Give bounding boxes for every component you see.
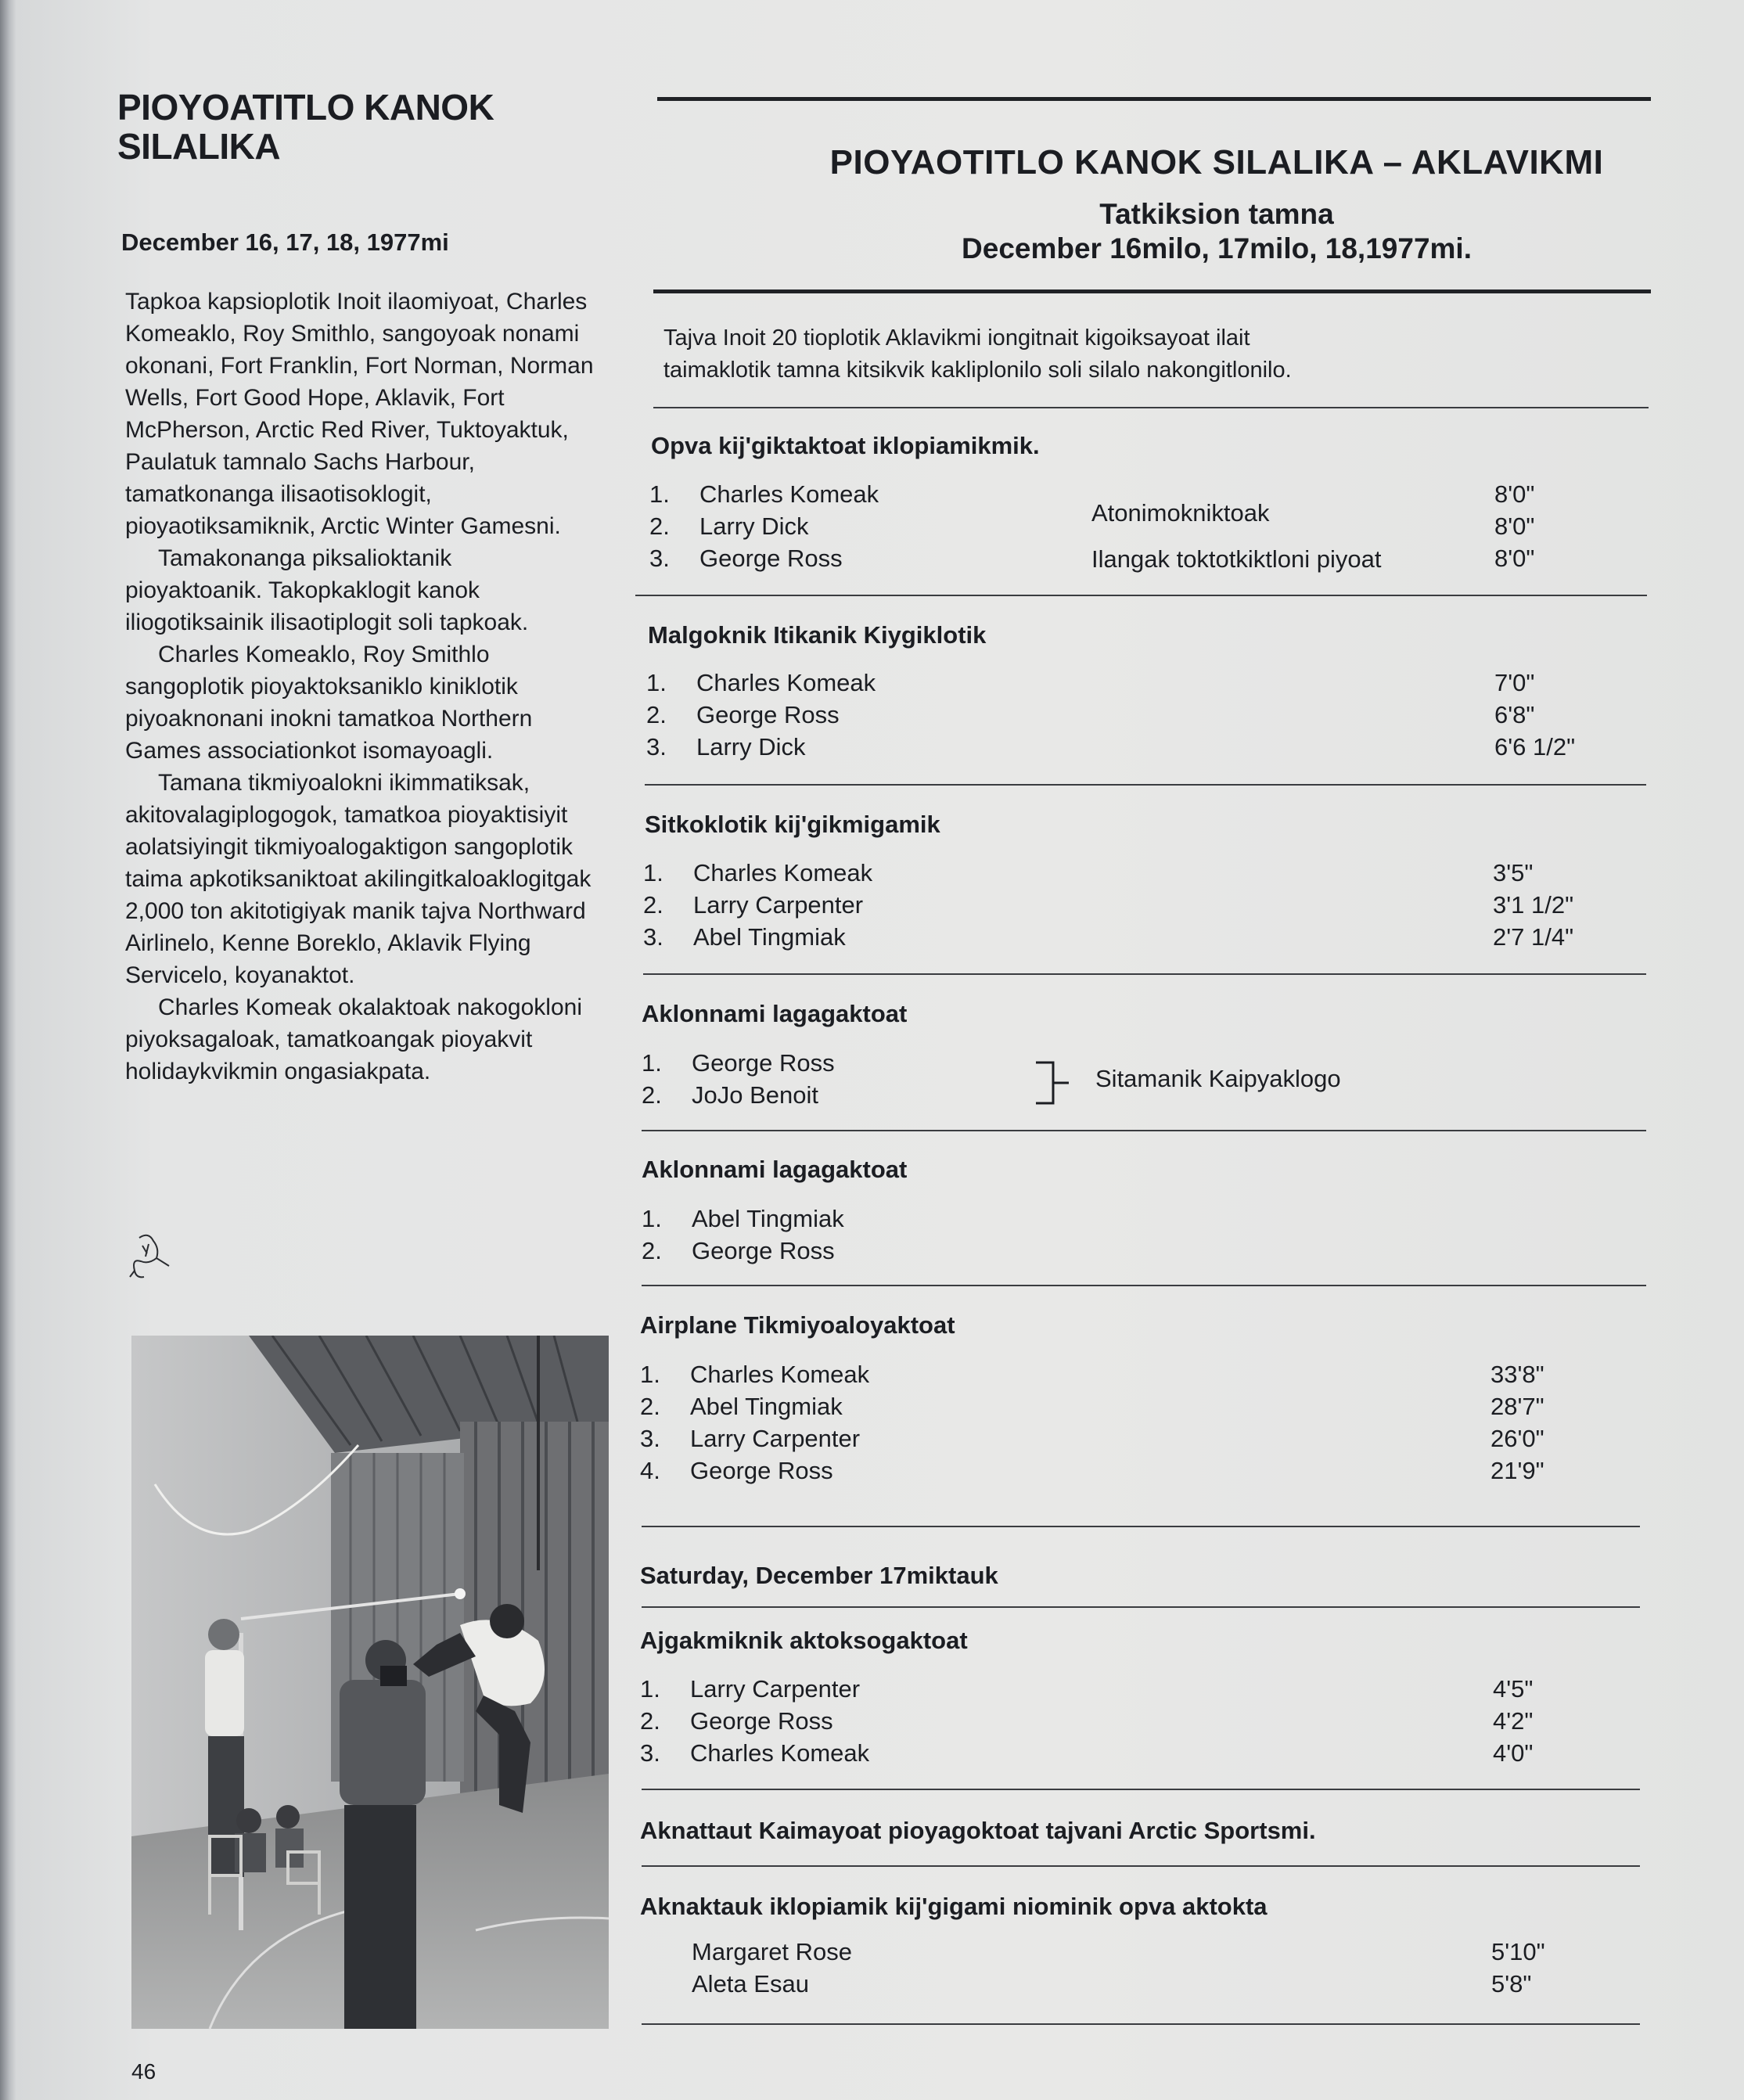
result-entry (643, 859, 872, 887)
entry-name: Charles Komeak (699, 480, 879, 508)
entry-rank: 2. (642, 1081, 662, 1109)
entry-name: George Ross (692, 1049, 835, 1077)
entry-name: Margaret Rose (692, 1938, 853, 1965)
entry-name: George Ross (696, 701, 840, 728)
intro-line-1: Tajva Inoit 20 tioplotik Aklavikmi iongitnait kigoiksayoat ilait (663, 325, 1250, 351)
event-note: Ilangak toktotkiktloni piyoat (1091, 545, 1382, 573)
entry-rank: 3. (643, 923, 663, 951)
result-value: 8'0" (1494, 545, 1535, 572)
result-entry (640, 1675, 860, 1703)
event-heading: Malgoknik Itikanik Kiygiklotik (648, 621, 987, 649)
entry-rank: 2. (642, 1237, 662, 1264)
result-value: 8'0" (1494, 480, 1535, 508)
entry-rank: 1. (649, 480, 670, 508)
result-entry (692, 1970, 809, 1998)
result-entry (646, 701, 840, 729)
body-paragraph: Tamakonanga piksalioktanik pioyaktoanik. Takopkaklogit kanok iliogotiksainik ilisaotiplogit soli tapkoak. (125, 545, 529, 635)
result-value: 4'0" (1493, 1739, 1534, 1767)
results-subtitle (657, 197, 1744, 266)
result-entry (640, 1361, 869, 1389)
section-divider (642, 1526, 1640, 1527)
result-value: 5'8" (1491, 1970, 1532, 1998)
result-entry (642, 1081, 818, 1109)
result-value: 6'8" (1494, 701, 1535, 728)
entry-name: Larry Dick (696, 733, 806, 761)
intro-line-2: taimaklotik tamna kitsikvik kakliplonilo soli silalo nakongitlonilo. (663, 358, 1292, 383)
page-number: 46 (131, 2059, 156, 2084)
entry-rank: 1. (640, 1361, 660, 1388)
result-entry (640, 1393, 843, 1421)
result-entry (643, 923, 846, 951)
entry-rank: 2. (643, 891, 663, 919)
result-value: 3'1 1/2" (1493, 891, 1574, 919)
entry-rank: 1. (642, 1049, 662, 1077)
entry-rank: 1. (646, 669, 667, 696)
entry-name: George Ross (690, 1707, 833, 1735)
result-entry (640, 1425, 860, 1453)
result-value: 3'5" (1493, 859, 1534, 886)
entry-rank: 2. (640, 1707, 660, 1735)
book-spine (0, 0, 16, 2100)
section-divider (642, 1789, 1640, 1790)
event-heading: Aklonnami lagagaktoat (642, 1156, 908, 1183)
gym-photo-illustration (131, 1336, 609, 2029)
entry-rank: 1. (640, 1675, 660, 1703)
section-divider (643, 973, 1646, 975)
entry-name: Larry Carpenter (690, 1425, 861, 1452)
results-title: PIOYAOTITLO KANOK SILALIKA – AKLAVIKMI (829, 143, 1604, 182)
event-note: Atonimokniktoak (1091, 499, 1270, 527)
section-divider (653, 407, 1649, 408)
section-divider (642, 2023, 1640, 2025)
entry-rank: 3. (649, 545, 670, 572)
subtitle-line-1: Tatkiksion tamna (1099, 198, 1334, 230)
entry-name: Larry Dick (699, 512, 809, 540)
subtitle-line-2: December 16milo, 17milo, 18,1977mi. (962, 232, 1472, 264)
entry-rank: 2. (646, 701, 667, 728)
section-divider (635, 595, 1647, 596)
result-value: 5'10" (1491, 1938, 1545, 1965)
event-heading: Sitkoklotik kij'gikmigamik (645, 811, 940, 838)
result-entry (640, 1739, 869, 1767)
body-paragraph: Charles Komeak okalaktoak nakogokloni piyoksagaloak, tamatkoangak pioyakvit holidaykvikmin ongasiakpata. (125, 994, 582, 1084)
event-heading: Opva kij'giktaktoat iklopiamikmik. (651, 432, 1040, 459)
day-heading: Saturday, December 17miktauk (640, 1562, 998, 1589)
entry-name: Larry Carpenter (690, 1675, 861, 1703)
event-heading: Aknattaut Kaimayoat pioyagoktoat tajvani Arctic Sportsmi. (640, 1817, 1316, 1844)
entry-rank: 2. (649, 512, 670, 540)
event-note: Sitamanik Kaipyaklogo (1095, 1065, 1341, 1092)
entry-rank: 3. (640, 1425, 660, 1452)
result-entry (649, 545, 843, 573)
entry-rank: 3. (640, 1739, 660, 1767)
body-paragraph: Charles Komeaklo, Roy Smithlo sangoplotik pioyaktoksaniklo kiniklotik piyoaknonani inokni tamatkoa Northern Games associationkot isomayoagli. (125, 642, 533, 764)
left-article-body (125, 286, 595, 1088)
left-article-title (117, 88, 587, 166)
left-title-line-1: PIOYOATITLO KANOK (117, 87, 494, 128)
entry-rank: 3. (646, 733, 667, 761)
entry-name: Abel Tingmiak (693, 923, 846, 951)
result-value: 28'7" (1490, 1393, 1544, 1420)
entry-rank: 4. (640, 1457, 660, 1484)
body-paragraph: Tapkoa kapsioplotik Inoit ilaomiyoat, Charles Komeaklo, Roy Smithlo, sangoyoak nonami okonani, Fort Franklin, Fort Norman, Norman Wells, Fort Good Hope, Aklavik, Fort McPherson, Arctic Red River, Tuktoyaktuk, Paulatuk tamnalo Sachs Harbour, tamatkonanga ilisaotisoklogit, pioyaotiksamiknik, Arctic Winter Gamesni. (125, 289, 594, 539)
entry-name: George Ross (692, 1237, 835, 1264)
entry-rank: 1. (642, 1205, 662, 1232)
entry-name: Abel Tingmiak (690, 1393, 843, 1420)
section-divider (642, 1285, 1646, 1286)
result-entry (642, 1049, 835, 1077)
entry-name: George Ross (699, 545, 843, 572)
result-value: 8'0" (1494, 512, 1535, 540)
entry-name: George Ross (690, 1457, 833, 1484)
result-entry (640, 1457, 833, 1485)
section-divider (642, 1606, 1640, 1608)
result-value: 6'6 1/2" (1494, 733, 1576, 761)
event-heading: Airplane Tikmiyoaloyaktoat (640, 1311, 955, 1339)
entry-name: JoJo Benoit (692, 1081, 818, 1109)
event-heading: Aknaktauk iklopiamik kij'gigami niominik opva aktokta (640, 1893, 1268, 1920)
gym-photo (131, 1336, 609, 2029)
result-value: 4'2" (1493, 1707, 1534, 1735)
entry-name: Larry Carpenter (693, 891, 864, 919)
result-entry (649, 512, 809, 541)
subtitle-rule (653, 289, 1651, 293)
result-entry (642, 1205, 844, 1233)
event-heading: Aklonnami lagagaktoat (642, 1000, 908, 1027)
result-entry (646, 733, 806, 761)
result-value: 2'7 1/4" (1493, 923, 1574, 951)
result-value: 7'0" (1494, 669, 1535, 696)
result-entry (642, 1237, 835, 1265)
result-entry (643, 891, 863, 919)
result-value: 21'9" (1490, 1457, 1544, 1484)
results-intro (663, 322, 1634, 387)
result-entry (692, 1938, 852, 1966)
left-title-line-2: SILALIKA (117, 126, 281, 167)
hand-drawn-sketch-icon (125, 1230, 175, 1285)
entry-name: Aleta Esau (692, 1970, 809, 1998)
result-value: 33'8" (1490, 1361, 1544, 1388)
event-heading: Ajgakmiknik aktoksogaktoat (640, 1627, 968, 1654)
section-divider (642, 1130, 1646, 1131)
result-entry (646, 669, 876, 697)
result-value: 4'5" (1493, 1675, 1534, 1703)
entry-name: Charles Komeak (690, 1361, 870, 1388)
top-rule (657, 97, 1651, 101)
section-divider (642, 1865, 1640, 1867)
entry-name: Abel Tingmiak (692, 1205, 844, 1232)
entry-name: Charles Komeak (693, 859, 873, 886)
entry-rank: 2. (640, 1393, 660, 1420)
result-value: 26'0" (1490, 1425, 1544, 1452)
entry-rank: 1. (643, 859, 663, 886)
entry-name: Charles Komeak (696, 669, 876, 696)
result-entry (649, 480, 879, 509)
entry-name: Charles Komeak (690, 1739, 870, 1767)
left-article-date: December 16, 17, 18, 1977mi (121, 228, 449, 256)
result-entry (640, 1707, 833, 1735)
body-paragraph: Tamana tikmiyoalokni ikimmatiksak, akitovalagiplogogok, tamatkoa pioyaktisiyit aolatsiyingit tikmiyoalogaktigon sangoplotik taima apkotiksaniktoat akilingitkaloaklogitgak 2,000 ton akitotigiyak manik tajva Northward Airlinelo, Kenne Boreklo, Aklavik Flying Servicelo, koyanaktot. (125, 770, 592, 988)
bracket-icon (1033, 1060, 1072, 1106)
section-divider (645, 784, 1646, 786)
